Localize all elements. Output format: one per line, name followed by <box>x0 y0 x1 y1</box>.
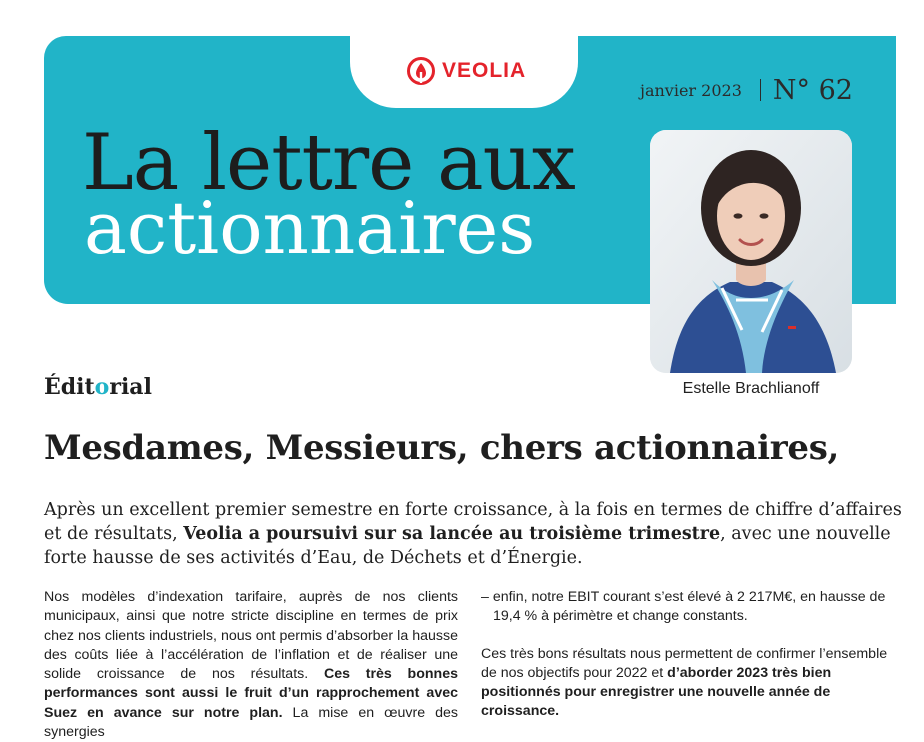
lead-paragraph <box>44 498 904 570</box>
label-part: rial <box>109 374 152 400</box>
body-text: La mise en œuvre des synergies <box>44 704 458 741</box>
veolia-logo[interactable] <box>406 56 526 86</box>
section-label <box>44 374 152 400</box>
ebit-bullet: – enfin, notre EBIT courant s’est élevé à 2 217M€, en hausse de 19,4 % à périmètre et change constants. <box>481 589 886 625</box>
outlook-paragraph <box>481 645 895 722</box>
body-text: Ces très bons résultats nous permettent de confirmer l’ensemble de nos objectifs pour 2022 et <box>481 645 888 681</box>
lead-emphasis: Veolia a poursuivi sur sa lancée au troisième trimestre <box>183 524 721 544</box>
body-column-right <box>481 588 895 722</box>
title-line-1: La lettre aux <box>82 118 575 208</box>
veolia-drop-icon <box>406 56 436 86</box>
body-emphasis: d’aborder 2023 très bien positionnés pour enregistrer une nouvelle année de croissance. <box>481 664 832 720</box>
body-column-left <box>44 588 458 742</box>
issue-date: janvier 2023 <box>640 80 742 100</box>
portrait-illustration <box>650 130 852 373</box>
issue-divider <box>760 79 761 101</box>
issue-info <box>640 72 853 108</box>
salutation-headline: Mesdames, Messieurs, chers actionnaires, <box>44 428 840 468</box>
label-accent: o <box>94 374 110 400</box>
portrait-photo <box>650 130 852 373</box>
lead-text: Après un excellent premier semestre en forte croissance, à la fois en termes de chiffre d’affaires et de résultats, <box>44 500 902 544</box>
label-part: Édit <box>44 374 95 400</box>
portrait-caption: Estelle Brachlianoff <box>682 380 820 397</box>
issue-number: N° 62 <box>772 74 853 106</box>
title-line-2: actionnaires <box>84 186 536 270</box>
lead-text: , avec une nouvelle forte hausse de ses activités d’Eau, de Déchets et d’Énergie. <box>44 524 891 568</box>
body-text: Nos modèles d’indexation tarifaire, auprès de nos clients municipaux, ainsi que notre stricte discipline en termes de prix chez nos clients industriels, nous ont permis d’absorber la hausse des coûts liée à l’accélération de l’inflation et de réaliser une solide croissance de nos résultats. <box>44 589 458 683</box>
veolia-wordmark: VEOLIA <box>442 59 527 82</box>
body-emphasis: Ces très bonnes performances sont aussi le fruit d’un rapprochement avec Suez en avance sur notre plan. <box>44 666 458 721</box>
